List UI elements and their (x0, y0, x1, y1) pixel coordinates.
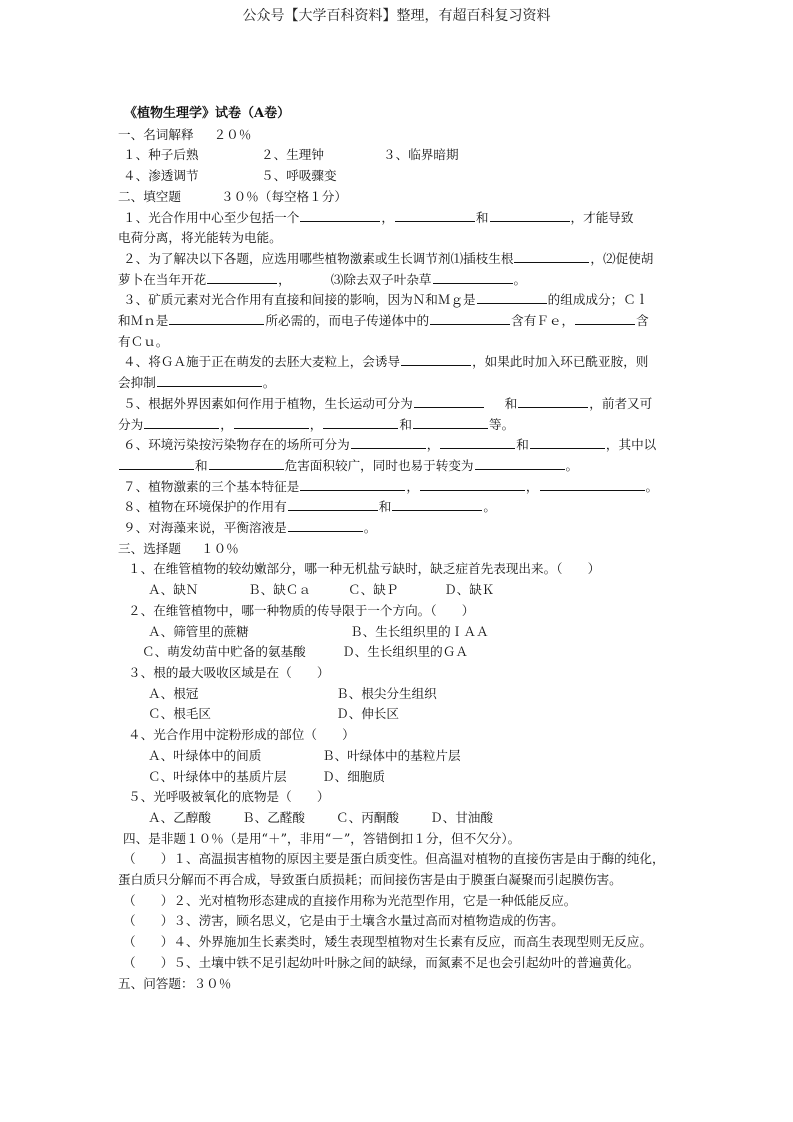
mc-q4-stem: ４、光合作用中淀粉形成的部位（ ） (128, 727, 355, 743)
term-item: ４、渗透调节 (123, 168, 199, 184)
q-text: 。 (645, 478, 659, 494)
q-text: ， (426, 437, 440, 453)
answer-blank[interactable] (144, 416, 219, 429)
section1-heading (118, 125, 678, 146)
fill-q5 (118, 394, 678, 415)
answer-blank[interactable] (433, 271, 513, 284)
section3-heading (118, 539, 678, 560)
answer-blank[interactable] (440, 436, 515, 449)
tf-item-4: （ ）４、外界施加生长素类时，矮生表现型植物对生长素有反应，而高生表现型则无反应。 (123, 934, 652, 950)
answer-blank[interactable] (395, 209, 475, 222)
answer-blank[interactable] (518, 395, 588, 408)
section2-heading (118, 187, 678, 208)
answer-blank[interactable] (207, 271, 277, 284)
term-item: ５、呼吸骤变 (261, 168, 337, 184)
mc-option[interactable]: Ｃ、丙酮酸 (336, 809, 399, 825)
answer-blank[interactable] (300, 209, 380, 222)
section-heading-text: 一、名词解释 (118, 126, 194, 142)
mc-option[interactable]: Ｄ、甘油酸 (430, 809, 493, 825)
q-text: 。 (262, 375, 276, 391)
fill-q2 (118, 249, 678, 270)
q-text: 和 (399, 416, 412, 432)
mc-option[interactable]: Ｂ、叶绿体中的基粒片层 (322, 747, 461, 763)
mc-q2-options-row1 (118, 622, 678, 643)
mc-q5-stem: ５、光呼吸被氧化的底物是（ ） (128, 789, 330, 805)
q-text: ⑶除去双子叶杂草 (330, 271, 432, 287)
exam-title: 《植物生理学》试卷（A卷） (124, 106, 291, 121)
fill-q7 (118, 477, 678, 498)
q-text: 所必需的，而电子传递体中的 (265, 313, 430, 329)
mc-q2-stem: ２、在维管植物中，哪一种物质的传导限于一个方向。（ ） (128, 602, 475, 618)
mc-option[interactable]: Ａ、乙醇酸 (148, 809, 211, 825)
q-text: ， (381, 209, 394, 225)
q-text: ， (406, 478, 419, 494)
mc-option[interactable]: Ｂ、生长组织里的ＩＡＡ (350, 623, 489, 639)
q-text: ， (220, 416, 233, 432)
mc-option[interactable]: Ｂ、乙醛酸 (242, 809, 305, 825)
answer-blank[interactable] (401, 353, 471, 366)
q-text: 危害面积较广，同时也易于转变为 (284, 457, 474, 473)
answer-blank[interactable] (288, 498, 378, 511)
mc-option[interactable]: Ｂ、缺Ｃａ (248, 582, 311, 598)
section5-heading (118, 974, 678, 995)
q-text: ， (278, 271, 291, 287)
fill-q9 (118, 518, 678, 539)
answer-blank[interactable] (323, 416, 398, 429)
answer-blank[interactable] (169, 312, 264, 325)
tf-item-2: （ ）２、光对植物形态建成的直接作用称为光范型作用，它是一种低能反应。 (123, 892, 577, 908)
term-item: ３、临界暗期 (383, 147, 459, 163)
mc-q2-options-row2 (118, 642, 678, 663)
mc-option[interactable]: Ｄ、伸长区 (336, 706, 399, 722)
q-text: ，才能导致 (570, 209, 634, 225)
answer-blank[interactable] (209, 457, 284, 470)
mc-q4-options-row2 (118, 767, 678, 788)
fill-q8 (118, 497, 678, 518)
q-text: 会抑制 (118, 375, 156, 391)
q-text: 和 (378, 499, 392, 515)
terms-row-2 (118, 166, 678, 187)
answer-blank[interactable] (157, 374, 262, 387)
answer-blank[interactable] (300, 478, 405, 491)
q-text: 的组成成分；Ｃｌ (547, 292, 649, 308)
q-text: ， (309, 416, 323, 432)
q-text: ５、根据外界因素如何作用于植物，生长运动可分为 (123, 395, 413, 411)
fill-q4 (118, 352, 678, 373)
section-heading-text: 三、选择题 (118, 540, 181, 556)
q-text: ４、将ＧＡ施于正在萌发的去胚大麦粒上，会诱导 (123, 354, 401, 370)
q-text: ６、环境污染按污染物存在的场所可分为 (123, 437, 350, 453)
q-text: ９、对海藻来说，平衡溶液是 (123, 520, 287, 536)
q-text: ， (525, 478, 539, 494)
q-text: ，其中以 (605, 437, 657, 453)
mc-q3-options-row1 (118, 684, 678, 705)
section-heading-text: 五、问答题： (118, 975, 194, 991)
q-text: 含 (636, 313, 649, 329)
section-score: １０％ (200, 540, 239, 556)
fill-q3-cont2: 有Ｃｕ。 (118, 333, 169, 349)
q-text: 。 (363, 520, 377, 536)
mc-option[interactable]: Ａ、缺Ｎ (148, 582, 199, 598)
answer-blank[interactable] (475, 457, 565, 470)
q-text: 分为 (118, 416, 144, 432)
mc-q4-options-row1 (118, 746, 678, 767)
mc-option[interactable]: Ａ、叶绿体中的间质 (148, 747, 262, 763)
mc-q1-options (118, 580, 678, 601)
answer-blank[interactable] (540, 478, 645, 491)
q-text: ，前者又可 (589, 395, 653, 411)
mc-option[interactable]: Ｃ、萌发幼苗中贮备的氨基酸 (142, 644, 306, 660)
answer-blank[interactable] (490, 209, 570, 222)
fill-q4-cont (118, 373, 678, 394)
mc-option[interactable]: Ｄ、生长组织里的ＧＡ (342, 644, 468, 660)
fill-q3 (118, 290, 678, 311)
mc-q1-stem: １、在维管植物的较幼嫩部分，哪一种无机盐亏缺时，缺乏症首先表现出来。（ ） (128, 561, 601, 577)
q-text: 。 (513, 271, 527, 287)
q-text: 等。 (488, 416, 515, 432)
mc-option[interactable]: Ｃ、缺Ｐ (348, 582, 399, 598)
section-score: ２０％ (213, 126, 252, 142)
q-text: 。 (565, 457, 579, 473)
fill-q6 (118, 435, 678, 456)
q-text: 。 (483, 499, 496, 515)
header-note: 公众号【大学百科资料】整理，有超百科复习资料 (242, 8, 551, 24)
answer-blank[interactable] (414, 395, 484, 408)
answer-blank[interactable] (234, 416, 309, 429)
term-item: １、种子后熟 (123, 147, 199, 163)
mc-option[interactable]: Ｃ、根毛区 (148, 706, 211, 722)
fill-q5-cont (118, 415, 678, 436)
answer-blank[interactable] (575, 312, 635, 325)
tf-item-1-cont: 蛋白质只分解而不再合成，导致蛋白质损耗；而间接伤害是由于膜蛋白凝聚而引起膜伤害。 (118, 872, 622, 888)
q-text: 和 (475, 209, 489, 225)
mc-option[interactable]: Ｂ、根尖分生组织 (336, 685, 437, 701)
fill-q6-cont (118, 456, 678, 477)
mc-option[interactable]: Ａ、根冠 (148, 685, 199, 701)
q-text: 和 (516, 437, 529, 453)
tf-item-1: （ ）１、高温损害植物的原因主要是蛋白质变性。但高温对植物的直接伤害是由于酶的纯化， (123, 851, 665, 867)
mc-option[interactable]: Ｃ、叶绿体中的基质片层 (148, 768, 287, 784)
q-text: ，⑵促使胡 (590, 250, 654, 266)
term-item: ２、生理钟 (261, 147, 324, 163)
answer-blank[interactable] (351, 436, 426, 449)
mc-q3-stem: ３、根的最大吸收区域是在（ ） (128, 664, 330, 680)
fill-q3-cont (118, 311, 678, 332)
q-text: ２、为了解决以下各题，应选用哪些植物激素或生长调节剂⑴插枝生根 (123, 250, 514, 266)
fill-q1-cont: 电荷分离，将光能转为电能。 (118, 230, 282, 246)
mc-option[interactable]: Ｄ、缺Ｋ (444, 582, 495, 598)
mc-option[interactable]: Ｄ、细胞质 (322, 768, 385, 784)
q-text: １、光合作用中心至少包括一个 (123, 209, 300, 225)
q-text: 萝卜在当年开花 (118, 271, 207, 287)
answer-blank[interactable] (288, 519, 363, 532)
mc-q3-options-row2 (118, 704, 678, 725)
section4-heading: 四、是非题１０％（是用“＋”，非用“－”，答错倒扣１分，但不欠分）。 (123, 830, 521, 846)
answer-blank[interactable] (413, 416, 488, 429)
exam-paper (118, 104, 678, 994)
fill-q2-cont (118, 270, 678, 291)
mc-q5-options (118, 808, 678, 829)
q-text: ７、植物激素的三个基本特征是 (123, 478, 300, 494)
answer-blank[interactable] (119, 457, 194, 470)
tf-item-3: （ ）３、涝害，顾名思义，它是由于土壤含水量过高而对植物造成的伤害。 (123, 913, 564, 929)
answer-blank[interactable] (477, 291, 547, 304)
answer-blank[interactable] (430, 312, 510, 325)
q-text: 含有Ｆｅ， (511, 313, 575, 329)
answer-blank[interactable] (514, 250, 589, 263)
q-text: ，如果此时加入环已酰亚胺，则 (472, 354, 649, 370)
fill-q1 (118, 208, 678, 229)
q-text: 和 (195, 457, 208, 473)
q-text: ８、植物在环境保护的作用有 (123, 499, 287, 515)
tf-item-5: （ ）５、土壤中铁不足引起幼叶叶脉之间的缺绿，而氮素不足也会引起幼叶的普遍黄化。 (123, 954, 640, 970)
section-score: ３０％（每空格１分） (220, 188, 347, 204)
section-score: ３０％ (193, 975, 232, 991)
answer-blank[interactable] (530, 436, 605, 449)
q-text: ３、矿质元素对光合作用有直接和间接的影响，因为Ｎ和Ｍｇ是 (123, 292, 476, 308)
q-text: 和 (504, 395, 518, 411)
answer-blank[interactable] (420, 478, 525, 491)
answer-blank[interactable] (392, 498, 482, 511)
section-heading-text: 二、填空题 (118, 188, 181, 204)
terms-row-1 (118, 145, 678, 166)
mc-option[interactable]: Ａ、筛管里的蔗糖 (148, 623, 249, 639)
q-text: 和Ｍｎ是 (118, 313, 169, 329)
